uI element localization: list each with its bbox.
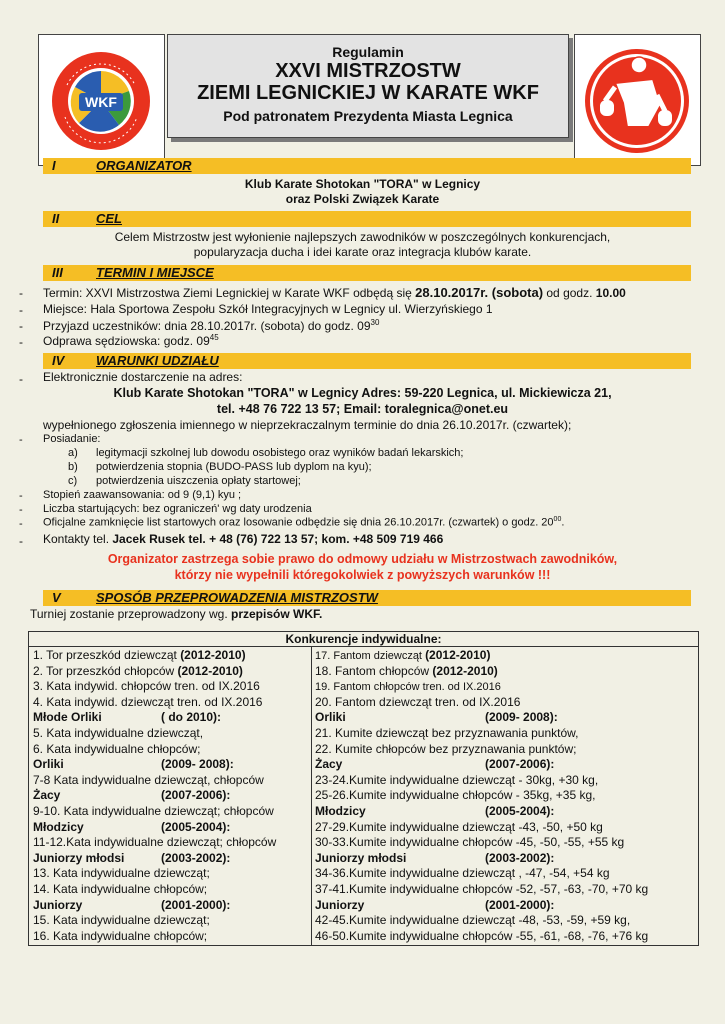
competition-item: 34-36.Kumite indywidualne dziewcząt , -47, -54, +54 kg — [315, 866, 610, 881]
participant-limit: Liczba startujących: bez ograniczeń' wg daty urodzenia — [43, 503, 312, 515]
competition-item: 30-33.Kumite indywidualne chłopców -45, -50, -55, +55 kg — [315, 835, 625, 850]
category-name: Orliki — [33, 757, 64, 772]
section-header-conditions — [43, 353, 691, 369]
category-years: (2001-2000): — [485, 897, 555, 912]
referee-briefing-line: Odprawa sędziowska: godz. $09^{45}$ — [43, 333, 219, 348]
doc-patronage: Pod patronatem Prezydenta Miasta Legnica — [223, 108, 513, 124]
wkf-logo-box — [38, 34, 165, 166]
doc-title-line1: XXVI MISTRZOSTW — [275, 60, 461, 82]
category-heading — [33, 898, 309, 914]
section-title: TERMIN I MIEJSCE — [96, 265, 214, 280]
category-years: (2005-2004): — [161, 819, 231, 834]
section-title: ORGANIZATOR — [96, 158, 192, 173]
category-heading — [33, 757, 309, 773]
table-header: Konkurencje indywidualne: — [29, 632, 698, 647]
club-contact: tel. +48 76 722 13 57; Email: toralegnica@onet.eu — [216, 402, 509, 416]
competitions-table — [28, 631, 699, 946]
competition-item: 42-45.Kumite indywidualne dziewcząt -48, -53, -59, +59 kg, — [315, 913, 631, 928]
category-years: (2005-2004): — [485, 803, 555, 818]
section-title: SPOSÓB PRZEPROWADZENIA MISTRZOSTW — [96, 590, 378, 605]
competition-item: 9-10. Kata indywidualne dziewcząt; chłopców — [33, 803, 274, 818]
goal-line2: popularyzacja ducha i idei karate oraz integracja klubów karate. — [193, 245, 532, 259]
title-box — [167, 34, 569, 138]
section-number: I — [52, 158, 56, 173]
requirement-b-letter: b) — [68, 461, 78, 473]
table-divider — [311, 647, 312, 945]
category-heading — [33, 851, 309, 867]
category-name: Żacy — [315, 757, 343, 772]
club-logo-box — [574, 34, 701, 166]
category-heading — [315, 898, 695, 914]
category-heading — [315, 710, 695, 726]
category-name: Młodzicy — [33, 819, 84, 834]
category-name: Młodzicy — [315, 803, 366, 818]
section-title: CEL — [96, 211, 122, 226]
competition-item: 18. Fantom chłopców (2012-2010) — [315, 663, 498, 678]
competition-item: 19. Fantom chłopców tren. od IX.2016 — [315, 681, 501, 694]
section-title: WARUNKI UDZIAŁU — [96, 353, 219, 368]
requirements-intro: Posiadanie: — [43, 433, 101, 445]
section-header-term — [43, 265, 691, 281]
competition-item: 46-50.Kumite indywidualne chłopców -55, -61, -68, -76, +76 kg — [315, 928, 649, 943]
section-number: II — [52, 211, 60, 226]
submission-deadline: wypełnionego zgłoszenia imiennego w nieprzekraczalnym terminie do dnia 26.10.2017r. (czwartek); — [43, 418, 572, 432]
competition-item: 11-12.Kata indywidualne dziewcząt; chłopców — [33, 835, 277, 850]
category-years: (2007-2006): — [161, 788, 231, 803]
section-header-organizer — [43, 158, 691, 174]
list-closing: Oficjalne zamknięcie list startowych oraz losowanie odbędzie się dnia 26.10.2017r. (czwartek) o godz. $20^{00}$. — [43, 516, 565, 529]
category-years: (2001-2000): — [161, 897, 231, 912]
bullet-dash: - — [19, 434, 23, 446]
bullet-dash: - — [19, 319, 23, 333]
section-number: IV — [52, 353, 65, 368]
skill-level: Stopień zaawansowania: od 9 (9,1) kyu ; — [43, 489, 242, 501]
competition-item: 17. Fantom dziewcząt (2012-2010) — [315, 648, 491, 662]
bullet-dash: - — [19, 303, 23, 317]
requirement-c-letter: c) — [68, 475, 78, 487]
warning-line2: którzy nie wypełnili któregokolwiek z powyższych warunków !!! — [174, 568, 551, 582]
category-years: (2009- 2008): — [161, 757, 234, 772]
bullet-dash: - — [19, 372, 23, 386]
club-address: Klub Karate Shotokan "TORA" w Legnicy Adres: 59-220 Legnica, ul. Mickiewicza 21, — [113, 386, 612, 400]
category-years: (2003-2002): — [485, 850, 555, 865]
table-column-left — [33, 648, 309, 944]
venue-line: Miejsce: Hala Sportowa Zespołu Szkół Integracyjnych w Legnicy ul. Wierzyńskiego 1 — [43, 302, 493, 316]
requirement-a: legitymacji szkolnej lub dowodu osobistego oraz wyników badań lekarskich; — [96, 447, 464, 459]
category-heading — [315, 757, 695, 773]
competition-item: 4. Kata indywid. dziewcząt tren. od IX.2016 — [33, 694, 263, 709]
competition-item: 15. Kata indywidualne dziewcząt; — [33, 913, 210, 928]
warning-line1: Organizator zastrzega sobie prawo do odmowy udziału w Mistrzostwach zawodników, — [107, 552, 618, 566]
competition-item: 16. Kata indywidualne chłopców; — [33, 928, 208, 943]
category-years: (2003-2002): — [161, 850, 231, 865]
competition-item: 14. Kata indywidualne chłopców; — [33, 881, 208, 896]
arrival-line: Przyjazd uczestników: dnia 28.10.2017r. (sobota) do godz. $09^{30}$ — [43, 318, 380, 333]
section-header-goal — [43, 211, 691, 227]
organizer-line1: Klub Karate Shotokan "TORA" w Legnicy — [244, 177, 481, 191]
bullet-dash: - — [19, 534, 23, 548]
competition-item: 23-24.Kumite indywidualne dziewcząt - 30kg, +30 kg, — [315, 772, 599, 787]
competition-item: 27-29.Kumite indywidualne dziewcząt -43, -50, +50 kg — [315, 819, 603, 834]
category-heading — [33, 710, 309, 726]
table-column-right — [315, 648, 695, 944]
competition-item: 13. Kata indywidualne dziewcząt; — [33, 866, 210, 881]
category-name: Juniorzy — [33, 897, 83, 912]
event-time: 10.00 — [595, 286, 626, 300]
category-name: Juniorzy młodsi — [315, 850, 407, 865]
doc-title-line2: ZIEMI LEGNICKIEJ W KARATE WKF — [197, 82, 539, 104]
term-date-line: Termin: XXVI Mistrzostwa Ziemi Legnickiej w Karate WKF odbędą się 28.10.2017r. (sobota) od godz. 10.00 — [43, 285, 626, 300]
competition-item: 7-8 Kata indywidualne dziewcząt, chłopców — [33, 772, 264, 787]
svg-text:WKF: WKF — [85, 94, 117, 110]
section-number: V — [52, 590, 61, 605]
bullet-dash: - — [19, 490, 23, 502]
category-heading — [33, 820, 309, 836]
competition-item: 21. Kumite dziewcząt bez przyznawania punktów, — [315, 725, 579, 740]
goal-line1: Celem Mistrzostw jest wyłonienie najlepszych zawodników w poszczególnych konkurencjach, — [114, 230, 611, 244]
competition-item: 20. Fantom dziewcząt tren. od IX.2016 — [315, 694, 521, 709]
category-heading — [315, 804, 695, 820]
method-text: Turniej zostanie przeprowadzony wg. przepisów WKF. — [30, 607, 323, 621]
requirement-c: potwierdzenia uiszczenia opłaty startowej; — [96, 475, 301, 487]
category-name: Żacy — [33, 788, 61, 803]
competition-item: 2. Tor przeszkód chłopców (2012-2010) — [33, 663, 243, 678]
doc-subtitle: Regulamin — [332, 44, 404, 60]
karate-fighter-icon — [575, 35, 700, 165]
bullet-dash: - — [19, 286, 23, 300]
category-name: Orliki — [315, 710, 346, 725]
section-number: III — [52, 265, 63, 280]
category-years: (2007-2006): — [485, 757, 555, 772]
organizer-line2: oraz Polski Związek Karate — [285, 192, 440, 206]
category-years: ( do 2010): — [161, 710, 222, 725]
category-name: Juniorzy — [315, 897, 365, 912]
requirement-a-letter: a) — [68, 447, 78, 459]
bullet-dash: - — [19, 518, 23, 530]
contact-phone: Kontakty tel. Jacek Rusek tel. + 48 (76) 722 13 57; kom. +48 509 719 466 — [43, 532, 444, 546]
category-name: Juniorzy młodsi — [33, 850, 125, 865]
category-heading — [315, 851, 695, 867]
bullet-dash: - — [19, 335, 23, 349]
competition-item: 6. Kata indywidualne chłopców; — [33, 741, 201, 756]
competition-item: 37-41.Kumite indywidualne chłopców -52, -57, -63, -70, +70 kg — [315, 881, 649, 896]
category-years: (2009- 2008): — [485, 710, 558, 725]
category-heading — [33, 788, 309, 804]
requirement-b: potwierdzenia stopnia (BUDO-PASS lub dyplom na kyu); — [96, 461, 372, 473]
bullet-dash: - — [19, 504, 23, 516]
category-name: Młode Orliki — [33, 710, 102, 725]
submission-intro: Elektronicznie dostarczenie na adres: — [43, 370, 243, 384]
competition-item: 1. Tor przeszkód dziewcząt (2012-2010) — [33, 648, 246, 662]
event-date: 28.10.2017r. (sobota) — [415, 285, 544, 300]
section-header-method — [43, 590, 691, 606]
competition-item: 25-26.Kumite indywidualne chłopców - 35kg, +35 kg, — [315, 788, 596, 803]
wkf-logo-icon — [39, 35, 164, 165]
competition-item: 3. Kata indywid. chłopców tren. od IX.2016 — [33, 679, 260, 694]
competition-item: 5. Kata indywidualne dziewcząt, — [33, 725, 204, 740]
competition-item: 22. Kumite chłopców bez przyznawania punktów; — [315, 741, 577, 756]
